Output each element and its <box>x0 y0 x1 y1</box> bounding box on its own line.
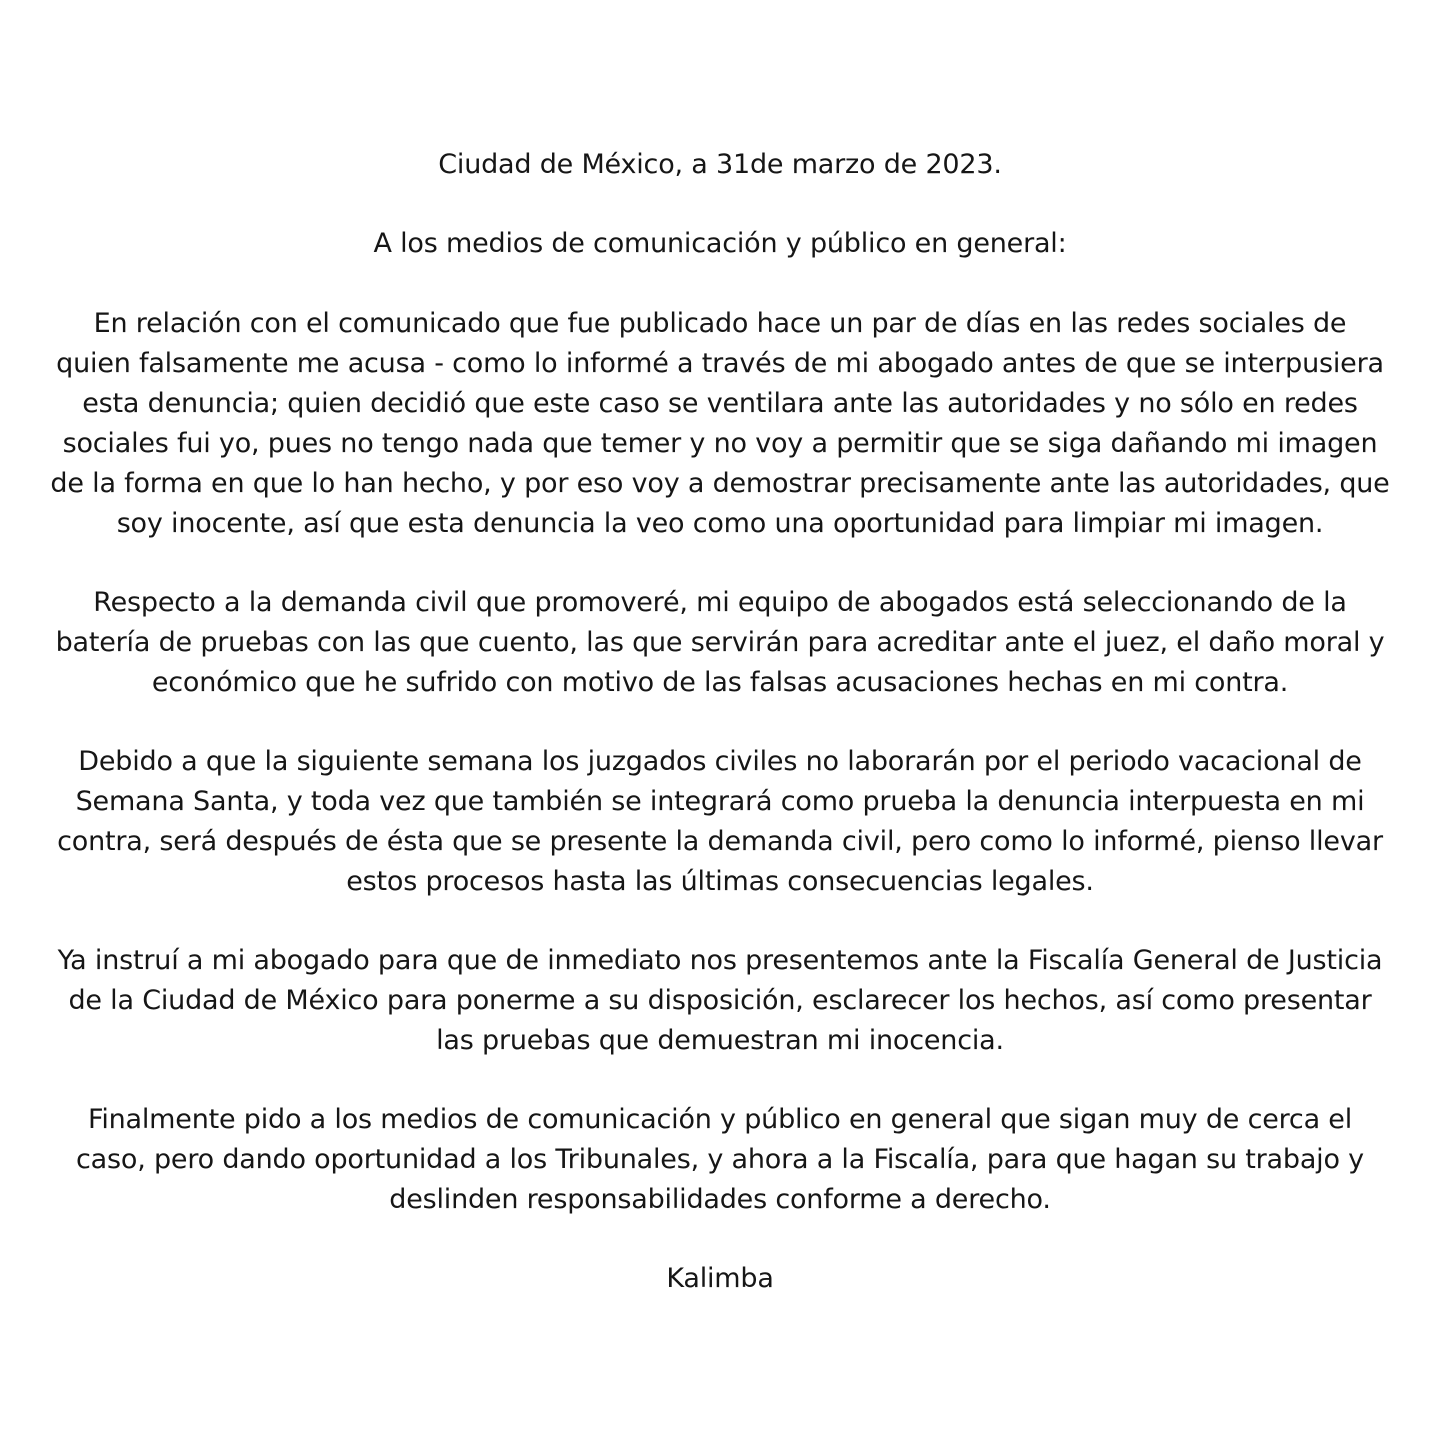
salutation-text: A los medios de comunicación y público en general: <box>373 228 1067 259</box>
paragraph-line: las pruebas que demuestran mi inocencia. <box>436 1025 1004 1056</box>
paragraph-5 <box>20 1100 1420 1220</box>
paragraph-line: En relación con el comunicado que fue publicado hace un par de días en las redes sociales de <box>93 308 1347 339</box>
paragraph-line: deslinden responsabilidades conforme a derecho. <box>389 1184 1051 1215</box>
paragraph-4 <box>20 941 1420 1061</box>
salutation-line <box>20 224 1420 264</box>
paragraph-2 <box>20 583 1420 703</box>
paragraph-1 <box>20 304 1420 544</box>
paragraph-3 <box>20 742 1420 902</box>
paragraph-line: quien falsamente me acusa - como lo informé a través de mi abogado antes de que se interpusiera <box>56 348 1384 379</box>
paragraph-line: Debido a que la siguiente semana los juzgados civiles no laborarán por el periodo vacacional de <box>78 746 1362 777</box>
paragraph-line: batería de pruebas con las que cuento, las que servirán para acreditar ante el juez, el daño moral y <box>55 627 1385 658</box>
paragraph-line: Respecto a la demanda civil que promoveré, mi equipo de abogados está seleccionando de la <box>93 587 1347 618</box>
signature-line <box>20 1259 1420 1299</box>
paragraph-line: Ya instruí a mi abogado para que de inmediato nos presentemos ante la Fiscalía General de Justicia <box>57 945 1383 976</box>
paragraph-line: de la Ciudad de México para ponerme a su disposición, esclarecer los hechos, así como presentar <box>68 985 1372 1016</box>
place-date-text: Ciudad de México, a 31de marzo de 2023. <box>438 149 1002 180</box>
paragraph-line: esta denuncia; quien decidió que este caso se ventilara ante las autoridades y no sólo en redes <box>82 388 1358 419</box>
paragraph-line: Semana Santa, y toda vez que también se integrará como prueba la denuncia interpuesta en mi <box>75 786 1365 817</box>
paragraph-line: caso, pero dando oportunidad a los Tribunales, y ahora a la Fiscalía, para que hagan su trabajo y <box>76 1144 1364 1175</box>
paragraph-line: Finalmente pido a los medios de comunicación y público en general que sigan muy de cerca el <box>87 1104 1353 1135</box>
place-date-line <box>20 145 1420 185</box>
paragraph-line: sociales fui yo, pues no tengo nada que temer y no voy a permitir que se siga dañando mi imagen <box>62 428 1378 459</box>
paragraph-line: estos procesos hasta las últimas consecuencias legales. <box>346 866 1094 897</box>
paragraph-line: soy inocente, así que esta denuncia la veo como una oportunidad para limpiar mi imagen. <box>116 508 1324 539</box>
paragraph-line: económico que he sufrido con motivo de las falsas acusaciones hechas en mi contra. <box>151 667 1289 698</box>
paragraph-line: de la forma en que lo han hecho, y por eso voy a demostrar precisamente ante las autoridades, que <box>50 468 1390 499</box>
signature-text: Kalimba <box>666 1263 774 1294</box>
paragraph-line: contra, será después de ésta que se presente la demanda civil, pero como lo informé, pienso llevar <box>57 826 1383 857</box>
